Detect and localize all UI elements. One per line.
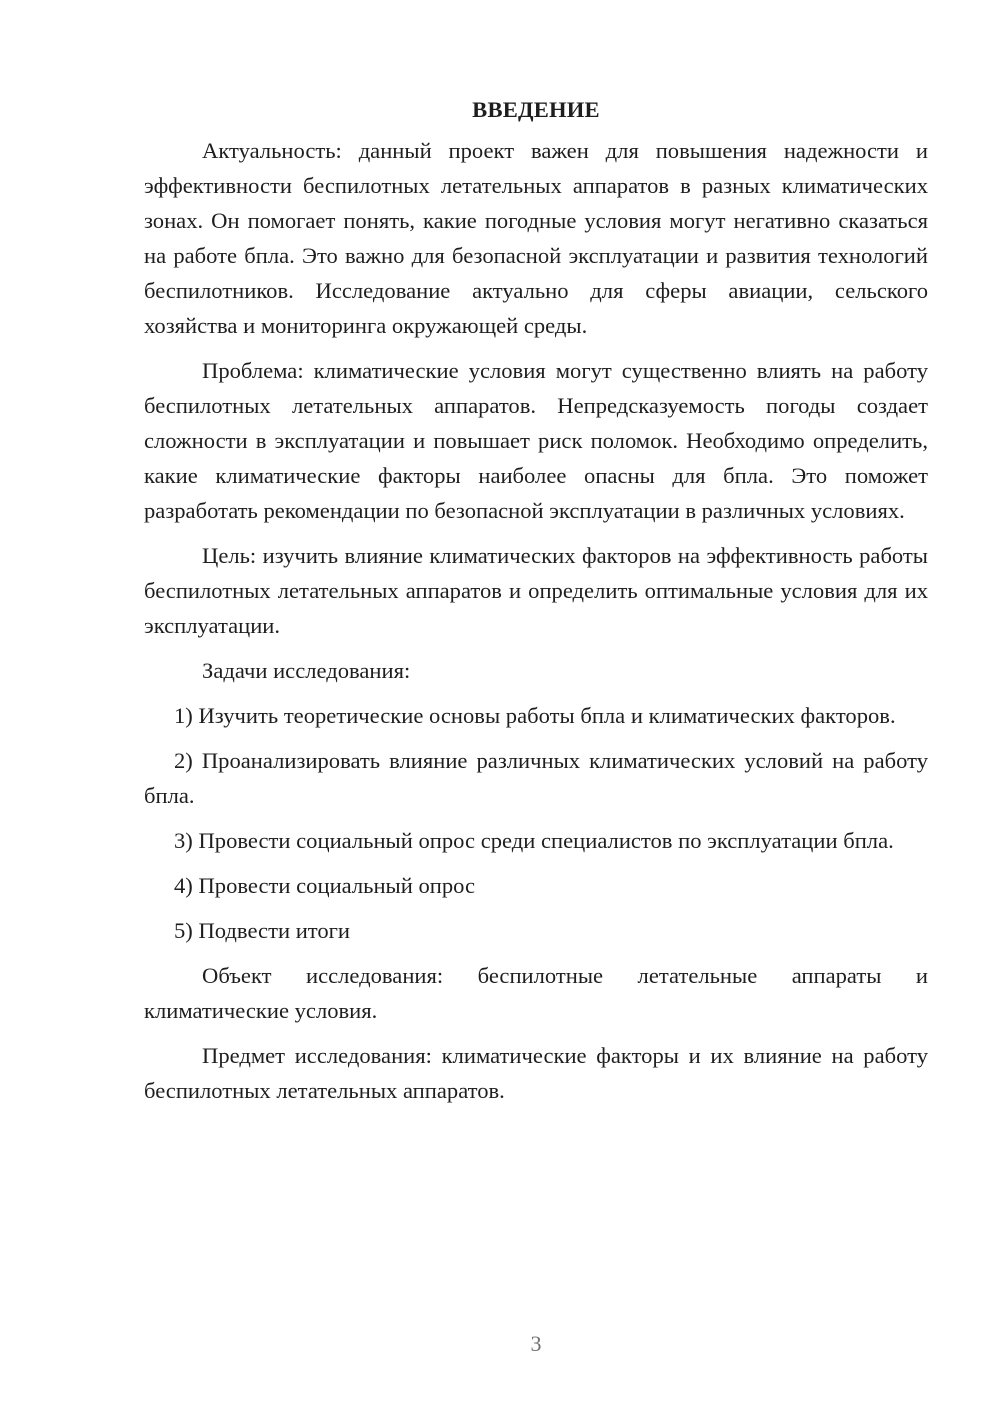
task-item: 1) Изучить теоретические основы работы бпла и климатических факторов. (174, 703, 896, 728)
section-title: ВВЕДЕНИЕ (472, 97, 600, 122)
task-item: 2) Проанализировать влияние различных климатических условий на работу бпла. (144, 748, 928, 808)
page-number: 3 (530, 1331, 542, 1356)
tasks-list (144, 698, 928, 948)
task-item: 3) Провести социальный опрос среди специалистов по эксплуатации бпла. (174, 828, 894, 853)
task-item: 4) Провести социальный опрос (174, 873, 476, 898)
relevance-paragraph: Актуальность: данный проект важен для повышения надежности и эффективности беспилотных летательных аппаратов в разных климатических зонах. Он помогает понять, какие погодные условия могут негативно сказаться на работе бпла. Это важно для безопасной эксплуатации и развития технологий беспилотников. Исследование актуально для сферы авиации, сельского хозяйства и мониторинга окружающей среды. (144, 138, 928, 338)
object-paragraph: Объект исследования: беспилотные летательные аппараты и климатические условия. (144, 963, 928, 1023)
problem-paragraph: Проблема: климатические условия могут существенно влиять на работу беспилотных летательных аппаратов. Непредсказуемость погоды создает сложности в эксплуатации и повышает риск поломок. Необходимо определить, какие климатические факторы наиболее опасны для бпла. Это поможет разработать рекомендации по безопасной эксплуатации в различных условиях. (144, 358, 928, 523)
tasks-heading: Задачи исследования: (202, 658, 411, 683)
subject-paragraph: Предмет исследования: климатические факторы и их влияние на работу беспилотных летательных аппаратов. (144, 1043, 928, 1103)
page-body (144, 92, 928, 1118)
task-item: 5) Подвести итоги (174, 918, 351, 943)
goal-paragraph: Цель: изучить влияние климатических факторов на эффективность работы беспилотных летательных аппаратов и определить оптимальные условия для их эксплуатации. (144, 543, 928, 638)
